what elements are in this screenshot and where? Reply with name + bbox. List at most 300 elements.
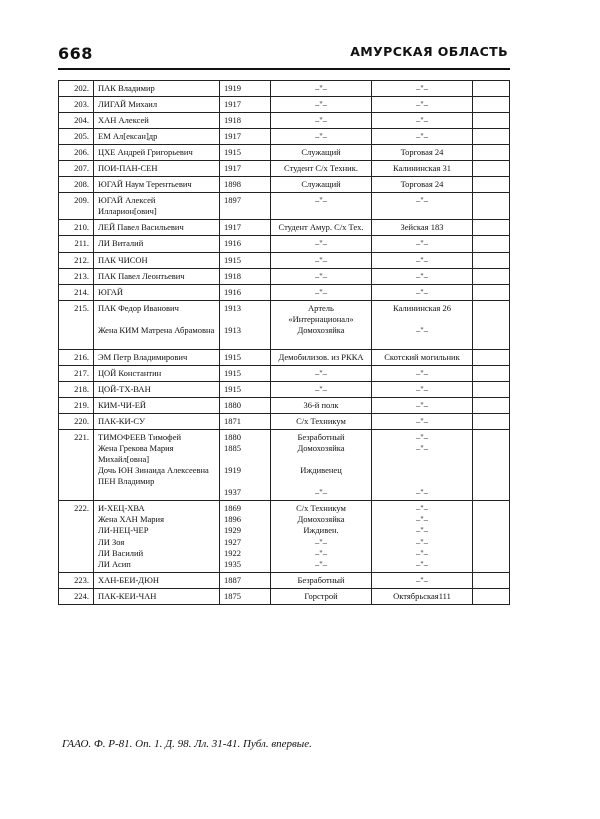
address: –"– [416,574,428,585]
row-number: 211. [74,238,89,249]
notes-cell [473,97,510,113]
person-name: ПАК ЧИСОН [98,254,148,265]
row-number: 206. [74,147,89,158]
person-name: ТИМОФЕЕВ Тимофей [98,432,182,443]
table-row [59,501,510,572]
birth-year-cell [220,501,271,572]
address: –"– [416,83,428,93]
occupation-cell [271,365,372,381]
person-name: Жена Грекова Мария Михайл[овна] [98,443,174,465]
birth-year-cell [220,81,271,97]
address-cell [372,97,473,113]
address-cell [372,268,473,284]
person-name: Жена КИМ Матрена Абрамовна [98,324,215,335]
address: Октябрьская111 [393,590,451,601]
birth-year: 1916 [224,238,241,249]
notes-cell [473,381,510,397]
name-cell [94,397,220,413]
address: –"– [416,195,428,206]
birth-year-cell [220,268,271,284]
address-cell [372,177,473,193]
address-cell [372,81,473,97]
row-number-cell [59,129,94,145]
birth-year-cell [220,252,271,268]
notes-cell [473,430,510,501]
address-cell [372,145,473,161]
occupation-cell [271,220,372,236]
table-row [59,349,510,365]
birth-year: 1880 [224,399,241,410]
birth-year [224,476,266,487]
name-cell [94,501,220,572]
table-row [59,252,510,268]
row-number: 218. [74,383,89,394]
address-cell [372,397,473,413]
address-cell [372,572,473,588]
name-cell [94,572,220,588]
occupation: Студент С/х Техник. [284,163,358,174]
notes-cell [473,365,510,381]
table-row [59,588,510,604]
address-cell [372,113,473,129]
birth-year [224,314,266,325]
address-cell [372,300,473,349]
person-name: ПАК Владимир [98,83,155,93]
table-row [59,236,510,252]
birth-year: 1916 [224,286,241,297]
birth-year-cell [220,236,271,252]
address: –"– [416,432,428,443]
address: –"– [416,324,428,335]
address-cell [372,414,473,430]
notes-cell [473,193,510,220]
birth-year-cell [220,284,271,300]
notes-cell [473,113,510,129]
birth-year: 1915 [224,254,241,265]
occupation: Служащий [301,179,341,190]
notes-cell [473,81,510,97]
birth-year: 1935 [224,558,241,569]
person-name: ХАН-БЕИ-ДЮН [98,574,159,585]
occupation: С/х Техникум [296,503,346,514]
person-name: Дочь ЮН Зинаида Алексеевна [98,465,209,476]
address-cell [372,381,473,397]
birth-year: 1913 [224,324,241,335]
occupation: –"– [315,131,327,142]
table-row [59,193,510,220]
address [376,314,468,325]
address: Калининская 26 [393,302,451,313]
occupation-cell [271,161,372,177]
name-cell [94,113,220,129]
row-number: 221. [74,432,89,443]
birth-year: 1918 [224,270,241,281]
row-number-cell [59,430,94,501]
notes-cell [473,300,510,349]
name-cell [94,349,220,365]
name-cell [94,430,220,501]
address: –"– [416,514,428,525]
roster-table-body [59,81,510,605]
table-row [59,284,510,300]
table-row [59,268,510,284]
row-number: 202. [74,83,89,93]
occupation: С/х Техникум [296,416,346,427]
address-cell [372,588,473,604]
row-number-cell [59,161,94,177]
occupation: Безработный [297,432,345,443]
occupation: –"– [315,536,327,547]
row-number: 209. [74,195,89,206]
occupation: Домохозяйка [297,324,345,335]
page-number: 668 [58,44,93,63]
birth-year-cell [220,588,271,604]
occupation: Артель «Интернационал» [288,302,354,324]
row-number: 215. [74,302,89,313]
notes-cell [473,349,510,365]
person-name: ПАК-КИ-СУ [98,416,145,427]
address-cell [372,220,473,236]
table-row [59,177,510,193]
row-number: 219. [74,399,89,410]
person-name: ЛИ Василий [98,547,144,558]
row-number-cell [59,97,94,113]
header-rule [58,68,510,70]
address [376,454,468,465]
person-name: ЦОЙ Константин [98,367,162,378]
address: Торговая 24 [400,147,444,158]
row-number-cell [59,220,94,236]
person-name: ЛЕЙ Павел Васильевич [98,222,184,233]
occupation [275,476,367,487]
name-cell [94,81,220,97]
occupation [275,454,367,465]
address: –"– [416,238,428,249]
row-number: 217. [74,367,89,378]
person-name: ЛИ-НЕЦ-ЧЕР [98,525,149,536]
occupation: Безработный [297,574,345,585]
occupation: Студент Амур. С/х Тех. [278,222,364,233]
person-name: ЮГАЙ Наум Терентьевич [98,179,192,190]
occupation: –"– [315,487,327,498]
row-number: 212. [74,254,89,265]
occupation-cell [271,236,372,252]
person-name: ПОИ-ПАН-СЕН [98,163,158,174]
person-name: ЮГАЙ Алексей Илларион[ович] [98,195,157,217]
birth-year-cell [220,161,271,177]
occupation: –"– [315,115,327,126]
name-cell [94,365,220,381]
notes-cell [473,501,510,572]
name-cell [94,97,220,113]
occupation: –"– [315,383,327,394]
address-cell [372,236,473,252]
address-cell [372,284,473,300]
occupation: –"– [315,558,327,569]
table-row [59,220,510,236]
row-number-cell [59,501,94,572]
occupation-cell [271,300,372,349]
occupation: Домохозяйка [297,514,345,525]
row-number: 207. [74,163,89,174]
birth-year: 1915 [224,147,241,158]
table-row [59,572,510,588]
birth-year [224,454,266,465]
address: –"– [416,416,428,427]
table-row [59,145,510,161]
table-row [59,97,510,113]
running-head: АМУРСКАЯ ОБЛАСТЬ [350,44,508,59]
person-name: КИМ-ЧИ-ЕЙ [98,399,147,410]
occupation: Служащий [301,147,341,158]
notes-cell [473,268,510,284]
occupation: –"– [315,238,327,249]
row-number: 222. [74,503,89,514]
address: Скотский могильник [384,351,460,362]
row-number: 223. [74,574,89,585]
row-number-cell [59,268,94,284]
occupation-cell [271,397,372,413]
notes-cell [473,177,510,193]
table-row [59,113,510,129]
occupation-cell [271,145,372,161]
address: –"– [416,536,428,547]
notes-cell [473,397,510,413]
name-cell [94,300,220,349]
occupation: Горстрой [304,590,338,601]
address: –"– [416,270,428,281]
occupation: –"– [315,286,327,297]
address: –"– [416,115,428,126]
birth-year-cell [220,97,271,113]
address-cell [372,349,473,365]
name-cell [94,381,220,397]
row-number-cell [59,177,94,193]
occupation-cell [271,414,372,430]
address: –"– [416,443,428,454]
birth-year: 1919 [224,465,241,476]
occupation: Иждивен. [303,525,339,536]
name-cell [94,220,220,236]
address: –"– [416,254,428,265]
address: –"– [416,503,428,514]
person-name: ЛИ Виталий [98,238,144,249]
occupation-cell [271,430,372,501]
person-name: Жена ХАН Мария [98,514,164,525]
birth-year: 1937 [224,487,241,498]
birth-year: 1917 [224,222,241,233]
occupation-cell [271,588,372,604]
table-row [59,81,510,97]
person-name: ПЕН Владимир [98,476,155,487]
occupation: –"– [315,254,327,265]
row-number: 224. [74,590,89,601]
birth-year: 1917 [224,131,241,142]
row-number: 210. [74,222,89,233]
birth-year-cell [220,193,271,220]
row-number-cell [59,381,94,397]
name-cell [94,129,220,145]
birth-year: 1869 [224,503,241,514]
row-number-cell [59,349,94,365]
birth-year: 1922 [224,547,241,558]
roster-table [58,80,510,605]
birth-year: 1885 [224,443,241,454]
row-number: 214. [74,286,89,297]
name-cell [94,252,220,268]
row-number-cell [59,236,94,252]
birth-year-cell [220,300,271,349]
birth-year-cell [220,129,271,145]
address: Зейская 183 [400,222,444,233]
occupation-cell [271,284,372,300]
birth-year [224,336,266,347]
birth-year-cell [220,145,271,161]
row-number: 203. [74,99,89,110]
name-cell [94,193,220,220]
person-name: И-ХЕЦ-ХВА [98,503,145,514]
notes-cell [473,572,510,588]
person-name: ПАК Федор Иванович [98,302,179,313]
person-name: ЕМ Ал[ексан]др [98,131,158,142]
table-row [59,381,510,397]
birth-year: 1915 [224,367,241,378]
birth-year: 1919 [224,83,241,93]
address-cell [372,430,473,501]
occupation-cell [271,81,372,97]
birth-year: 1915 [224,351,241,362]
birth-year-cell [220,177,271,193]
name-cell [94,588,220,604]
birth-year: 1875 [224,590,241,601]
address: –"– [416,367,428,378]
occupation-cell [271,268,372,284]
row-number-cell [59,572,94,588]
row-number: 220. [74,416,89,427]
address [376,476,468,487]
address-cell [372,161,473,177]
person-name: ПАК Павел Леонтьевич [98,270,185,281]
occupation-cell [271,113,372,129]
birth-year: 1896 [224,514,241,525]
row-number-cell [59,588,94,604]
address [376,465,468,476]
person-name: ЦОЙ-ТХ-ВАН [98,383,151,394]
row-number: 208. [74,179,89,190]
address: –"– [416,399,428,410]
birth-year: 1917 [224,99,241,110]
address-cell [372,501,473,572]
row-number-cell [59,397,94,413]
address: –"– [416,487,428,498]
row-number: 216. [74,351,89,362]
table-row [59,397,510,413]
notes-cell [473,129,510,145]
birth-year: 1871 [224,416,241,427]
notes-cell [473,161,510,177]
name-cell [94,268,220,284]
address-cell [372,365,473,381]
address: –"– [416,99,428,110]
occupation: –"– [315,270,327,281]
address: –"– [416,558,428,569]
occupation-cell [271,381,372,397]
occupation: –"– [315,83,327,93]
name-cell [94,145,220,161]
birth-year-cell [220,572,271,588]
occupation-cell [271,193,372,220]
name-cell [94,177,220,193]
person-name: ЛИ Зоя [98,536,125,547]
birth-year: 1927 [224,536,241,547]
row-number-cell [59,252,94,268]
name-cell [94,414,220,430]
row-number-cell [59,365,94,381]
person-name: ЮГАЙ [98,286,124,297]
row-number: 205. [74,131,89,142]
birth-year: 1887 [224,574,241,585]
notes-cell [473,145,510,161]
birth-year: 1915 [224,383,241,394]
row-number-cell [59,414,94,430]
birth-year-cell [220,381,271,397]
occupation: –"– [315,367,327,378]
address: –"– [416,286,428,297]
notes-cell [473,252,510,268]
occupation-cell [271,501,372,572]
notes-cell [473,414,510,430]
person-name [98,314,215,325]
address: –"– [416,383,428,394]
row-number-cell [59,81,94,97]
birth-year: 1929 [224,525,241,536]
birth-year-cell [220,430,271,501]
address-cell [372,129,473,145]
birth-year: 1913 [224,302,241,313]
notes-cell [473,284,510,300]
person-name: ЦХЕ Андрей Григорьевич [98,147,193,158]
row-number-cell [59,284,94,300]
birth-year: 1918 [224,115,241,126]
notes-cell [473,236,510,252]
table-row [59,365,510,381]
occupation-cell [271,349,372,365]
notes-cell [473,588,510,604]
row-number-cell [59,113,94,129]
birth-year-cell [220,349,271,365]
table-row [59,161,510,177]
row-number-cell [59,193,94,220]
birth-year: 1917 [224,163,241,174]
birth-year-cell [220,365,271,381]
occupation-cell [271,97,372,113]
occupation: –"– [315,99,327,110]
address: –"– [416,131,428,142]
occupation-cell [271,129,372,145]
name-cell [94,236,220,252]
person-name: ПАК-КЕИ-ЧАН [98,590,157,601]
occupation: 36-й полк [303,399,339,410]
address: –"– [416,547,428,558]
birth-year-cell [220,397,271,413]
birth-year: 1897 [224,195,241,206]
row-number: 213. [74,270,89,281]
row-number: 204. [74,115,89,126]
table-row [59,300,510,349]
address: Калининская 31 [393,163,451,174]
person-name: ЛИ Асип [98,558,131,569]
birth-year: 1898 [224,179,241,190]
